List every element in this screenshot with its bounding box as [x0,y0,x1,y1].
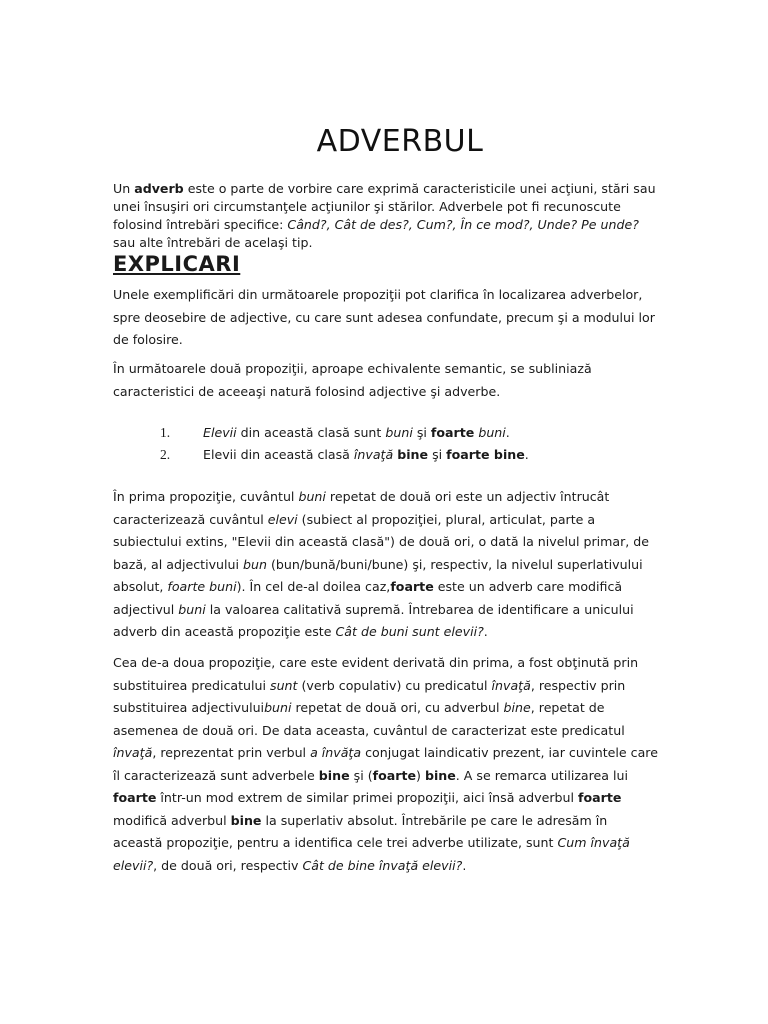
text-run: Cât de bine învaţă elevii? [302,857,463,873]
intro-term: adverb [134,181,184,196]
text-run: la valoarea calitativă supremă. Întrebarea de identificare a unicului adverb din această propoziţie este [113,601,634,639]
text-run: Cât de buni sunt elevii? [335,624,484,639]
text-run: şi ( [349,767,373,783]
text-run: bine [424,767,456,783]
intro-text: este o parte de vorbire care exprimă caracteristicile unei acţiuni, stări sau unei însuşiri ori circumstanţele acţiunilor şi stărilor. Adverbele pot fi recunoscute folosind întrebări specifice: [113,181,656,232]
text-run: foarte [390,579,434,594]
text-run: învaţă [113,745,153,760]
text-run: . [462,857,467,873]
document-title: ADVERBUL [316,124,484,159]
example-list [160,422,660,466]
text-run: . [483,624,488,639]
text-run: buni [385,425,413,440]
text-run: În prima propoziţie, cuvântul [113,489,299,504]
paragraph-2: În următoarele două propoziţii, aproape echivalente semantic, se subliniază caracteristici de aceeaşi natură folosind adjective şi adverbe. [113,361,592,399]
intro-paragraph [113,180,658,252]
text-run: elevi [267,511,298,527]
text-run: bine [503,700,531,715]
text-run: ) [416,767,425,783]
text-run: foarte bine [446,447,525,462]
list-item-text [203,422,510,444]
text-run: din această clasă sunt [236,425,386,440]
text-run: foarte buni [167,579,237,594]
text-run: , de două ori, respectiv [153,857,303,873]
text-run: bine [397,447,429,462]
text-run: bun [243,556,267,572]
paragraph-3 [113,486,658,644]
paragraph-1: Unele exemplificări din următoarele propoziţii pot clarifica în localizarea adverbelor, spre deosebire de adjective, cu care sunt adesea confundate, precum şi a modului lor de folosire. [113,287,655,347]
text-run: buni [264,700,292,715]
text-run: , reprezentat prin verbul [152,745,311,760]
intro-text: sau alte întrebări de acelaşi tip. [113,235,313,250]
text-run: buni [478,425,506,440]
list-item [160,444,660,466]
text-run: într-un mod extrem de similar primei propoziţii, aici însă adverbul [156,790,579,805]
text-run: repetat de două ori este un adjectiv întrucât caracterizează cuvântul [113,489,610,527]
text-run: conjugat laindicativ prezent, iar cuvintele care îl caracterizează sunt adverbele [113,745,658,783]
section-heading: EXPLICARI [113,252,241,276]
text-run: sunt [270,677,298,693]
text-run: (verb copulativ) cu predicatul [297,677,492,693]
text-run: buni [298,489,326,504]
text-run: şi [428,447,447,462]
text-run: foarte [372,767,417,783]
text-run: modifică adverbul [113,812,231,828]
text-run: (subiect al propoziţiei, plural, articulat, parte a subiectului extins, "Elevii din această clasă") de două ori, o dată la nivelul primar, de bază, al adjectivului [113,511,650,572]
text-run: Elevii din această clasă [203,447,354,462]
text-run: repetat de două ori, cu adverbul [291,700,504,715]
text-run: este un adverb care modifică adjectivul [113,579,623,617]
text-run: şi [412,425,431,440]
text-run: Elevii [203,425,237,440]
text-run: a învăţa [310,745,362,760]
list-item [160,422,660,444]
text-run: la superlativ absolut. Întrebările pe care le adresăm în această propoziţie, pentru a identifica cele trei adverbe utilizate, sunt [113,812,608,850]
text-run: foarte [578,790,622,805]
text-run: Cum învaţă elevii? [113,835,630,873]
text-run: (bun/bună/buni/bune) şi, respectiv, la nivelul superlativului absolut, [113,556,643,594]
paragraph-4 [113,652,658,877]
text-run: foarte [113,790,157,805]
text-run: Cea de-a doua propoziţie, care este evident derivată din prima, a fost obţinută prin substituirea predicatului [113,655,639,693]
text-run: . A se remarca utilizarea lui [455,767,628,783]
text-run: foarte [430,425,475,440]
list-number: 2. [160,447,171,462]
text-run: bine [318,767,350,783]
list-number: 1. [160,425,171,440]
text-run: buni [178,601,206,617]
text-run: . [505,425,510,440]
text-run: ). În cel de-al doilea caz, [236,579,391,594]
text-run: învaţă [353,447,394,462]
text-run: învaţă [491,677,531,693]
intro-questions: Când?, Cât de des?, Cum?, În ce mod?, Unde? Pe unde? [287,217,639,232]
text-run: bine [230,812,262,828]
list-item-text [203,444,529,466]
text-run: , repetat de asemenea de două ori. De data aceasta, cuvântul de caracterizat este predicatul [113,700,625,738]
text-run: . [524,447,529,462]
intro-text: Un [113,181,135,196]
text-run: , respectiv prin substituirea adjectivului [113,677,626,715]
